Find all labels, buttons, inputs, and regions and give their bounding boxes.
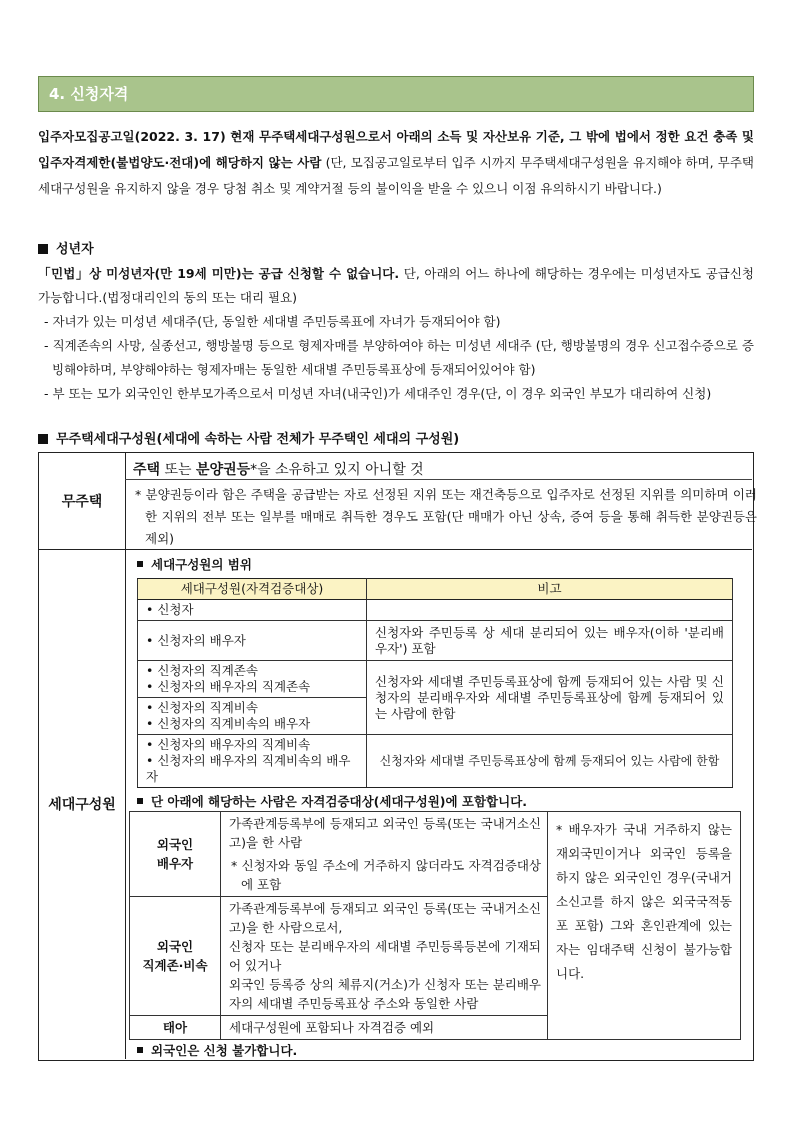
col-header-member: 세대구성원(자격검증대상) (138, 579, 367, 600)
title-underline (125, 479, 752, 480)
range-title: 세대구성원의 범위 (137, 555, 252, 573)
square-bullet-icon (137, 798, 143, 804)
foreign-relatives-label: 외국인 직계존·비속 (130, 897, 221, 1016)
fetus-desc: 세대구성원에 포함되나 자격검증 예외 (221, 1016, 548, 1040)
no-house-label: 무주택 (61, 494, 103, 510)
square-bullet-icon (137, 1047, 143, 1053)
foreign-relatives-desc: 가족관계등록부에 등재되고 외국인 등록(또는 국내거소신고)을 한 사람으로서, 신청자 또는 분리배우자의 세대별 주민등록등본에 기재되어 있거나 외국인 등록증 상의 체류지(거소)가 신청자 또는 분리배우자의 세대별 주민등록표상 주소와 동일한 사람 (221, 897, 548, 1016)
square-bullet-icon (38, 434, 48, 444)
table-row-descendants: • 신청자의 직계비속 • 신청자의 직계비속의 배우자 (138, 698, 367, 735)
household-table (38, 452, 757, 1061)
member-range-table (137, 578, 733, 788)
table-row-applicant: • 신청자 (138, 600, 367, 621)
foreign-side-note: * 배우자가 국내 거주하지 않는 재외국민이거나 외국인 등록을 하지 않은 외국인인 경우(국내거소신고를 하지 않은 외국국적동포 포함) 그와 혼인관계에 있는 자는 임대주택 신청이 불가능합니다. (548, 812, 741, 1040)
no-house-title: 주택 또는 분양권등*을 소유하고 있지 아니할 것 (133, 462, 424, 478)
include-title: 단 아래에 해당하는 사람은 자격검증대상(세대구성원)에 포함합니다. (137, 792, 527, 810)
household-heading: 무주택세대구성원(세대에 속하는 사람 전체가 무주택인 세대의 구성원) (38, 428, 459, 447)
adult-lead: 「민법」상 미성년자(만 19세 미만)는 공급 신청할 수 없습니다. 단, 아래의 어느 하나에 해당하는 경우에는 미성년자도 공급신청 가능합니다.(법정대리인의 동의 또는 대리 필요) (38, 266, 754, 305)
section-title: 4. 신청자격 (49, 85, 129, 103)
table-row-spouse-descendants: • 신청자의 배우자의 직계비속 • 신청자의 배우자의 직계비속의 배우자 (138, 735, 367, 788)
intro-normal: (단, 모집공고일로부터 입주 시까지 무주택세대구성원을 유지해야 하며, 무주택세대구성원을 유지하지 않을 경우 당첨 취소 및 계약거절 등의 불이익을 받을 수 있으니 이점 유의하시기 바랍니다.) (38, 155, 754, 196)
adult-item-2: - 직계존속의 사망, 실종선고, 행방불명 등으로 형제자매를 부양하여야 하는 미성년 세대주 (단, 행방불명의 경우 신고접수증으로 증빙해야하며, 부양해야하는 형제자매는 동일한 세대별 주민등록표상에 등재되어있어야 함) (44, 338, 754, 377)
adult-heading: 성년자 (38, 238, 94, 257)
table-row-spouse: • 신청자의 배우자 (138, 621, 367, 661)
intro-bold: 입주자모집공고일(2022. 3. 17) 현재 무주택세대구성원으로서 아래의 소득 및 자산보유 기준, 그 밖에 법에서 정한 요건 충족 및 입주자격제한(불법양도·전대)에 해당하지 않는 사람 (38, 129, 754, 170)
adult-item-1: - 자녀가 있는 미성년 세대주(단, 동일한 세대별 주민등록표에 자녀가 등재되어야 함) (44, 314, 501, 329)
spouse-descendants-note: 신청자와 세대별 주민등록표상에 함께 등재되어 있는 사람에 한함 (367, 735, 733, 788)
foreign-member-table (129, 811, 741, 1040)
spouse-note: 신청자와 주민등록 상 세대 분리되어 있는 배우자(이하 '분리배우자') 포함 (367, 621, 733, 661)
fetus-label: 태아 (130, 1016, 221, 1040)
adult-item-3: - 부 또는 모가 외국인인 한부모가족으로서 미성년 자녀(내국인)가 세대주인 경우(단, 이 경우 외국인 부모가 대리하여 신청) (44, 386, 712, 401)
ascendants-note: 신청자와 세대별 주민등록표상에 함께 등재되어 있는 사람 및 신청자의 분리배우자와 세대별 주민등록표상에 함께 등재되어 있는 사람에 한함 (367, 661, 733, 735)
intro-paragraph (38, 124, 754, 202)
column-divider (125, 453, 126, 1059)
table-row-ascendants: • 신청자의 직계존속 • 신청자의 배우자의 직계존속 (138, 661, 367, 698)
foreign-spouse-desc: 가족관계등록부에 등재되고 외국인 등록(또는 국내거소신고)을 한 사람 * 신청자와 동일 주소에 거주하지 않더라도 자격검증대상에 포함 (221, 812, 548, 897)
square-bullet-icon (38, 244, 48, 254)
adult-section (38, 262, 754, 406)
foreigner-note: 외국인은 신청 불가합니다. (137, 1041, 297, 1059)
section-header (38, 76, 754, 112)
square-bullet-icon (137, 561, 143, 567)
col-header-note: 비고 (367, 579, 733, 600)
members-label: 세대구성원 (48, 797, 116, 813)
foreign-spouse-label: 외국인 배우자 (130, 812, 221, 897)
no-house-note: * 분양권등이라 함은 주택을 공급받는 자로 선정된 지위 또는 재건축등으로 입주자로 선정된 지위를 의미하며 이러한 지위의 전부 또는 일부를 매매로 취득한 경우도 포함(단 매매가 아닌 상속, 증여 등을 통해 취득한 분양권등은 제외) (135, 487, 757, 546)
